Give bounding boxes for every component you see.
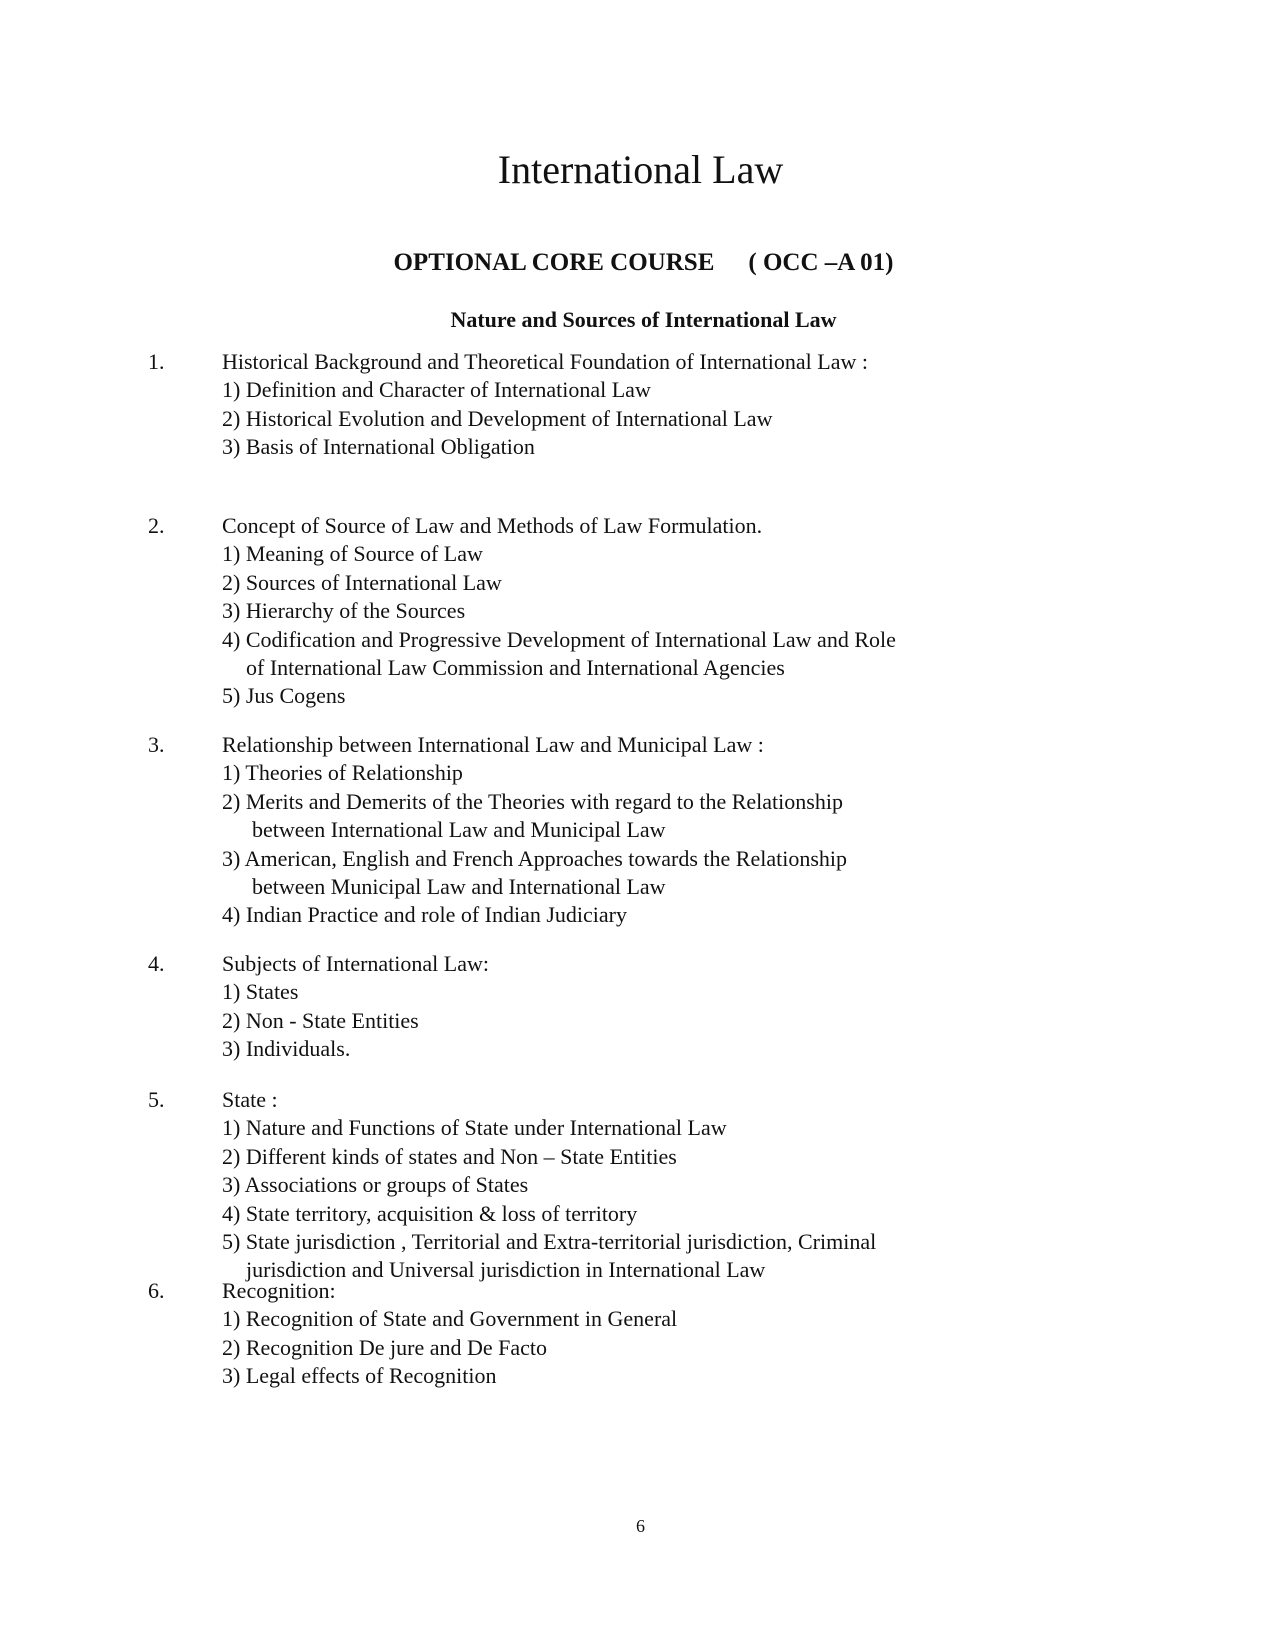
list-item-continuation: jurisdiction and Universal jurisdiction in International Law — [246, 1257, 766, 1283]
list-item: 1) Recognition of State and Government in General — [222, 1306, 678, 1332]
list-item: 4) State territory, acquisition & loss of territory — [222, 1200, 638, 1226]
list-item: 3) Hierarchy of the Sources — [222, 598, 466, 624]
list-item: 1) Theories of Relationship — [222, 760, 463, 786]
section-number: 3. — [148, 732, 165, 757]
section-heading: State : — [222, 1087, 278, 1112]
course-heading — [0, 248, 1275, 278]
list-item: 2) Sources of International Law — [222, 569, 502, 595]
section-heading: Relationship between International Law and Municipal Law : — [222, 732, 764, 757]
list-item: 5) State jurisdiction , Territorial and Extra-territorial jurisdiction, Criminal — [222, 1229, 877, 1255]
list-item: 3) Individuals. — [222, 1036, 351, 1062]
list-item: 1) States — [222, 979, 299, 1005]
section-number: 5. — [148, 1087, 165, 1112]
page-title: International Law — [497, 147, 784, 192]
list-item: 4) Indian Practice and role of Indian Judiciary — [222, 902, 628, 928]
list-item: 2) Recognition De jure and De Facto — [222, 1334, 548, 1360]
list-item: 1) Nature and Functions of State under International Law — [222, 1115, 727, 1141]
list-item: 2) Non - State Entities — [222, 1007, 419, 1033]
list-item: 2) Historical Evolution and Development of International Law — [222, 405, 773, 431]
list-item-continuation: of International Law Commission and International Agencies — [246, 655, 785, 681]
course-name: OPTIONAL CORE COURSE — [393, 249, 715, 276]
section-heading: Historical Background and Theoretical Foundation of International Law : — [222, 349, 868, 374]
list-item: 2) Merits and Demerits of the Theories with regard to the Relationship — [222, 788, 843, 814]
section-number: 6. — [148, 1278, 165, 1303]
list-item: 2) Different kinds of states and Non – State Entities — [222, 1143, 677, 1169]
list-item: 3) Associations or groups of States — [222, 1172, 529, 1198]
list-item: 4) Codification and Progressive Development of International Law and Role — [222, 626, 896, 652]
course-subtitle: Nature and Sources of International Law — [450, 307, 837, 332]
section-heading: Subjects of International Law: — [222, 951, 489, 976]
section-number: 4. — [148, 951, 165, 976]
list-item: 3) American, English and French Approaches towards the Relationship — [222, 845, 848, 871]
section-heading: Concept of Source of Law and Methods of Law Formulation. — [222, 513, 763, 538]
list-item-continuation: between International Law and Municipal Law — [252, 817, 666, 843]
list-item: 3) Legal effects of Recognition — [222, 1363, 497, 1389]
section-number: 2. — [148, 513, 165, 538]
list-item-continuation: between Municipal Law and International Law — [252, 874, 666, 900]
list-item: 3) Basis of International Obligation — [222, 434, 535, 460]
section-number: 1. — [148, 349, 165, 374]
course-code: ( OCC –A 01) — [748, 249, 894, 276]
list-item: 1) Definition and Character of International Law — [222, 377, 651, 403]
list-item: 5) Jus Cogens — [222, 683, 346, 709]
page-number: 6 — [636, 1516, 645, 1536]
section-heading: Recognition: — [222, 1278, 336, 1303]
list-item: 1) Meaning of Source of Law — [222, 541, 483, 567]
